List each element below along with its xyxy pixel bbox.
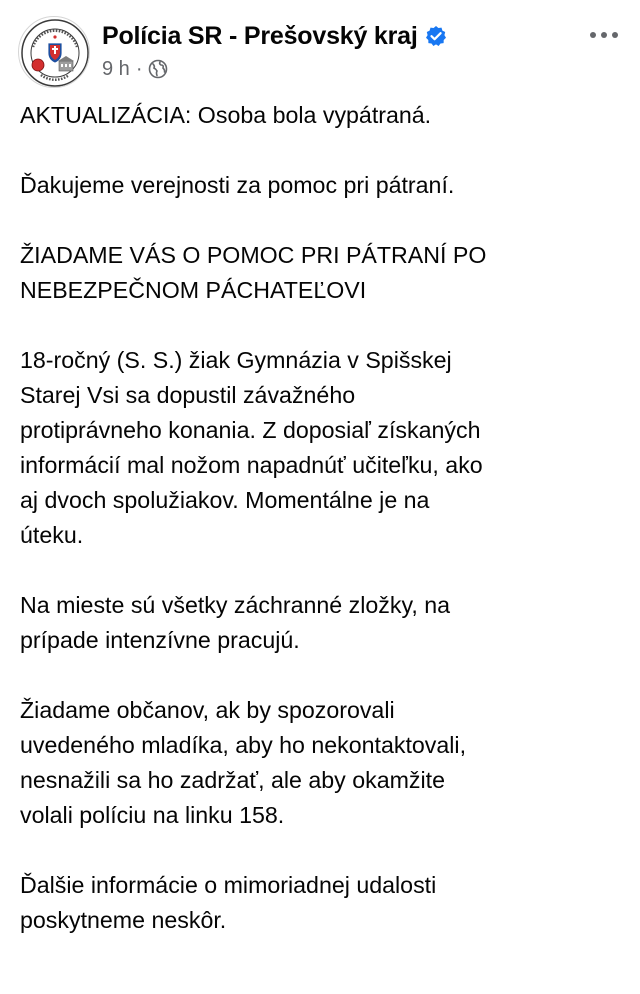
post-paragraph: ŽIADAME VÁS O POMOC PRI PÁTRANÍ PO NEBEZPEČNOM PÁCHATEĽOVI: [20, 242, 487, 303]
post-header: [16, 12, 624, 88]
more-horizontal-icon: [589, 31, 619, 39]
post-paragraph: AKTUALIZÁCIA: Osoba bola vypátraná.: [20, 102, 432, 128]
post-body: [20, 98, 620, 938]
verified-badge-icon: [425, 25, 447, 47]
page-name-row: [102, 18, 447, 54]
post-meta: [102, 56, 168, 82]
more-options-button[interactable]: [586, 20, 622, 50]
globe-icon[interactable]: [148, 59, 168, 79]
post-timestamp[interactable]: 9 h: [102, 57, 130, 80]
post-paragraph: 18-ročný (S. S.) žiak Gymnázia v Spišskej Starej Vsi sa dopustil závažného protiprávneho konania. Z doposiaľ získaných informácií mal nožom napadnúť učiteľku, ako aj dvoch spolužiakov. Momentálne je na úteku.: [20, 347, 483, 548]
post-paragraph: Na mieste sú všetky záchranné zložky, na prípade intenzívne pracujú.: [20, 592, 451, 653]
page-name-link[interactable]: Polícia SR - Prešovský kraj: [102, 21, 418, 50]
police-emblem-logo: [19, 17, 90, 88]
post-paragraph: Ďalšie informácie o mimoriadnej udalosti poskytneme neskôr.: [20, 872, 437, 933]
post-paragraph: Ďakujeme verejnosti za pomoc pri pátraní.: [20, 172, 455, 198]
meta-separator: ·: [135, 57, 143, 80]
page-avatar[interactable]: [18, 16, 90, 88]
post-paragraph: Žiadame občanov, ak by spozorovali uvedeného mladíka, aby ho nekontaktovali, nesnažili sa ho zadržať, ale aby okamžite volali políciu na linku 158.: [20, 697, 467, 828]
